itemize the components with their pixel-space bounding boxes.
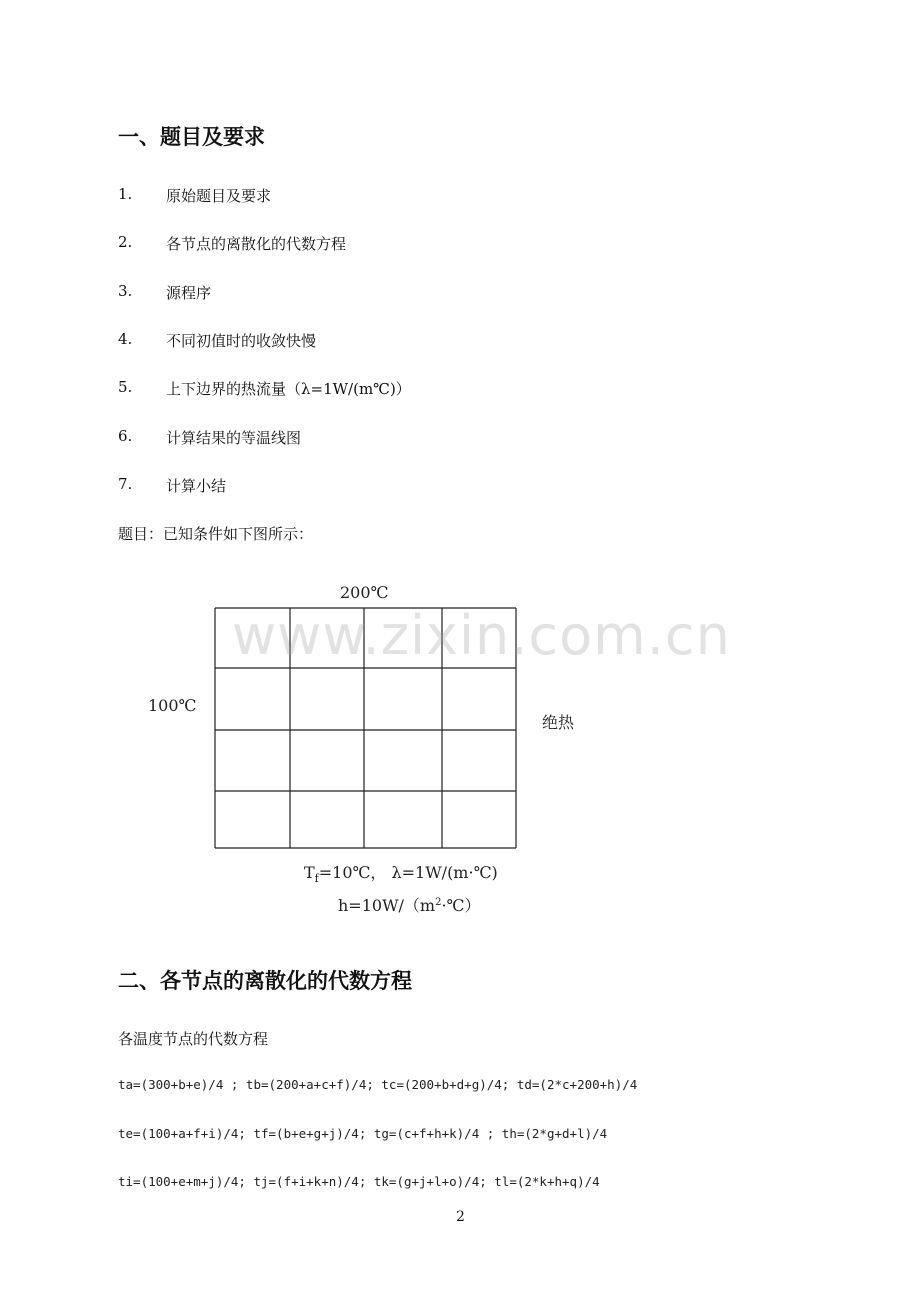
bottom-condition-line-2 [338,893,480,916]
squared-superscript: 2 [435,897,442,908]
list-item-number: 2. [118,233,133,251]
list-item-text: 计算结果的等温线图 [166,429,302,447]
bottom-condition-line-1 [304,860,498,885]
equation-line: ta=(300+b+e)/4 ; tb=(200+a+c+f)/4; tc=(200+b+d+g)/4; td=(2*c+200+h)/4 [118,1077,638,1092]
equations-subheading: 各温度节点的代数方程 [118,1030,269,1048]
list-item-text: 源程序 [166,284,212,302]
equation-line: te=(100+a+f+i)/4; tf=(b+e+g+j)/4; tg=(c+f+h+k)/4 ; th=(2*g+d+l)/4 [118,1126,608,1141]
top-boundary-label: 200℃ [340,583,389,602]
heat-transfer-unit-tail: ·℃） [441,896,481,915]
left-boundary-label: 100℃ [148,696,197,715]
list-item-number: 6. [118,427,133,445]
list-item-text: 不同初值时的收敛快慢 [166,332,317,350]
fluid-temp-and-conductivity: =10℃， λ=1W/(m·℃) [318,863,498,882]
watermark: www.zixin.com.cn [232,604,731,667]
fluid-temp-subscript: f [314,872,319,885]
list-item-number: 1. [118,185,133,203]
list-item-number: 7. [118,475,133,493]
heat-transfer-coef: h=10W/（m [338,896,436,915]
list-item-number: 4. [118,330,133,348]
right-boundary-label: 绝热 [542,713,575,732]
problem-intro: 题目：已知条件如下图所示： [118,525,314,543]
list-item-number: 5. [118,378,133,396]
page-number: 2 [456,1209,465,1225]
section-2-title: 二、各节点的离散化的代数方程 [118,969,412,993]
list-item-number: 3. [118,282,133,300]
list-item-text: 各节点的离散化的代数方程 [166,235,347,253]
list-item-text: 计算小结 [166,477,227,495]
fluid-temp-symbol: T [304,863,315,882]
section-1-title: 一、题目及要求 [118,125,265,149]
list-item-text: 上下边界的热流量（λ=1W/(m℃)） [166,380,411,398]
equation-line: ti=(100+e+m+j)/4; tj=(f+i+k+n)/4; tk=(g+j+l+o)/4; tl=(2*k+h+q)/4 [118,1174,600,1189]
list-item-text: 原始题目及要求 [166,187,272,205]
